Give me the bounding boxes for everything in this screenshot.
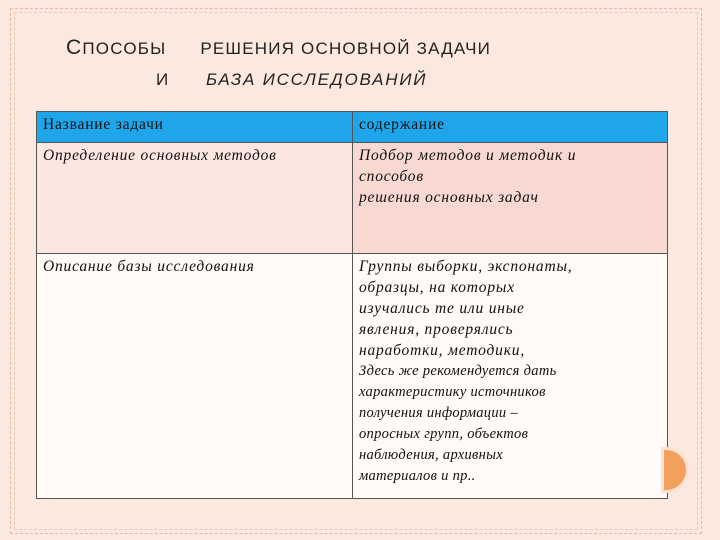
row2-content-line: явления, проверялись xyxy=(359,321,514,338)
row2-content-line: изучались те или иные xyxy=(359,300,525,317)
title-conjunction: И xyxy=(156,70,171,89)
row2-note-line: характеристику источников xyxy=(359,384,546,400)
header-task-name: Название задачи xyxy=(37,112,353,143)
row2-content-line: наработки, методики, xyxy=(359,342,525,359)
header-content: содержание xyxy=(353,112,668,143)
row2-task: Описание базы исследования xyxy=(37,254,353,499)
row1-content-line: способов xyxy=(359,168,424,185)
row2-note-line: материалов и пр.. xyxy=(359,468,476,484)
title-rest-1: РЕШЕНИЯ ОСНОВНОЙ ЗАДАЧИ xyxy=(200,39,492,58)
row2-note-line: получения информации – xyxy=(359,405,518,421)
table-row xyxy=(37,143,668,254)
row1-task: Определение основных методов xyxy=(37,143,353,254)
title-line-2 xyxy=(156,70,427,90)
row2-note-line: опросных групп, объектов xyxy=(359,426,529,442)
title-rest-2: БАЗА ИССЛЕДОВАНИЙ xyxy=(206,70,428,89)
table-header-row xyxy=(37,112,668,143)
row2-content xyxy=(353,254,668,499)
title-word-1: ПОСОБЫ xyxy=(82,39,167,58)
row1-content xyxy=(353,143,668,254)
title-initial: С xyxy=(66,36,83,59)
row2-note-line: наблюдения, архивных xyxy=(359,447,503,463)
table-row xyxy=(37,254,668,499)
row2-content-line: Группы выборки, экспонаты, xyxy=(359,258,573,275)
row2-content-line: образцы, на которых xyxy=(359,279,515,296)
title-line-1 xyxy=(66,36,491,60)
methods-table xyxy=(36,111,668,499)
row2-note-line: Здесь же рекомендуется дать xyxy=(359,363,557,379)
row1-content-line: Подбор методов и методик и xyxy=(359,147,577,164)
row1-content-line: решения основных задач xyxy=(359,189,539,206)
